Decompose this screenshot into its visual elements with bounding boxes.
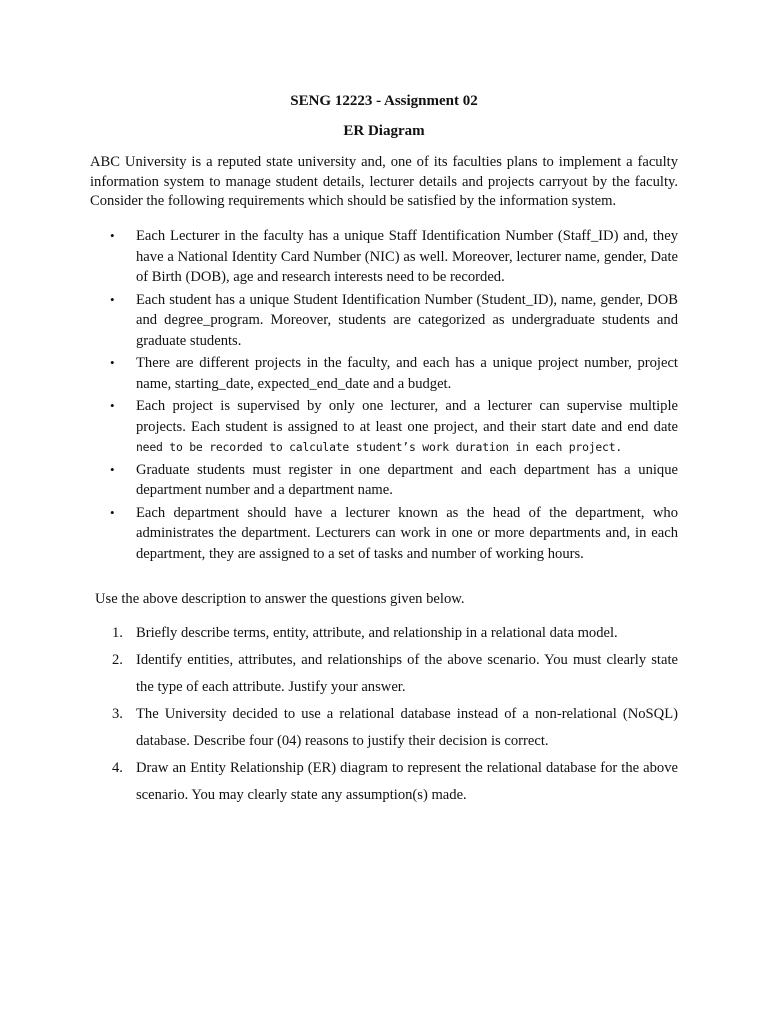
question-number: 4. [112,760,123,776]
question-item [90,755,678,809]
document-title: SENG 12223 - Assignment 02 [290,93,478,109]
requirement-item [90,290,678,352]
requirement-item [90,460,678,501]
question-item [90,701,678,755]
requirement-text: Graduate students must register in one department and each department has a unique department number and a department name. [136,461,678,498]
bullet-icon: • [110,291,115,307]
questions-list [90,620,678,809]
bullet-icon: • [110,504,115,520]
document-subtitle: ER Diagram [343,123,425,139]
question-item [90,647,678,701]
question-text: Identify entities, attributes, and relationships of the above scenario. You must clearly state the type of each attribute. Justify your answer. [136,652,678,695]
question-text: The University decided to use a relational database instead of a non-relational (NoSQL) database. Describe four (04) reasons to justify their decision is correct. [136,706,678,749]
requirement-item [90,226,678,288]
requirement-item [90,396,678,458]
requirement-text: Each Lecturer in the faculty has a unique Staff Identification Number (Staff_ID) and, they have a National Identity Card Number (NIC) as well. Moreover, lecturer name, gender, Date of Birth (DOB), age and research interests need to be recorded. [136,228,678,285]
requirement-text: Each project is supervised by only one lecturer, and a lecturer can supervise multiple projects. Each student is assigned to at least one project, and their start date and end date [136,398,678,435]
requirement-text: Each student has a unique Student Identification Number (Student_ID), name, gender, DOB and degree_program. Moreover, students are categorized as undergraduate students and graduate students. [136,291,678,349]
questions-intro: Use the above description to answer the questions given below. [95,591,465,607]
bullet-icon: • [110,398,115,413]
requirements-list [90,226,678,566]
question-text: Draw an Entity Relationship (ER) diagram to represent the relational database for the above scenario. You may clearly state any assumption(s) made. [136,760,678,803]
question-text: Briefly describe terms, entity, attribute, and relationship in a relational data model. [136,625,618,641]
question-item [90,620,678,647]
bullet-icon: • [110,355,115,370]
bullet-icon: • [110,228,115,243]
requirement-item [90,353,678,394]
question-number: 3. [112,706,123,722]
question-number: 1. [112,625,123,641]
intro-paragraph: ABC University is a reputed state university and, one of its faculties plans to implement a faculty information system to manage student details, lecturer details and projects carryout by the faculty. Consider the following requirements which should be satisfied by the information system. [90,154,678,209]
bullet-icon: • [110,461,115,477]
requirement-item [90,503,678,565]
requirement-text: Each department should have a lecturer known as the head of the department, who administrates the department. Lecturers can work in one or more departments and, in each department, they are assigned to a set of tasks and number of working hours. [136,504,678,562]
requirement-text: There are different projects in the faculty, and each has a unique project number, project name, starting_date, expected_end_date and a budget. [136,355,678,392]
requirement-text-alt-font: need to be recorded to calculate student’s work duration in each project. [136,440,623,454]
question-number: 2. [112,652,123,668]
